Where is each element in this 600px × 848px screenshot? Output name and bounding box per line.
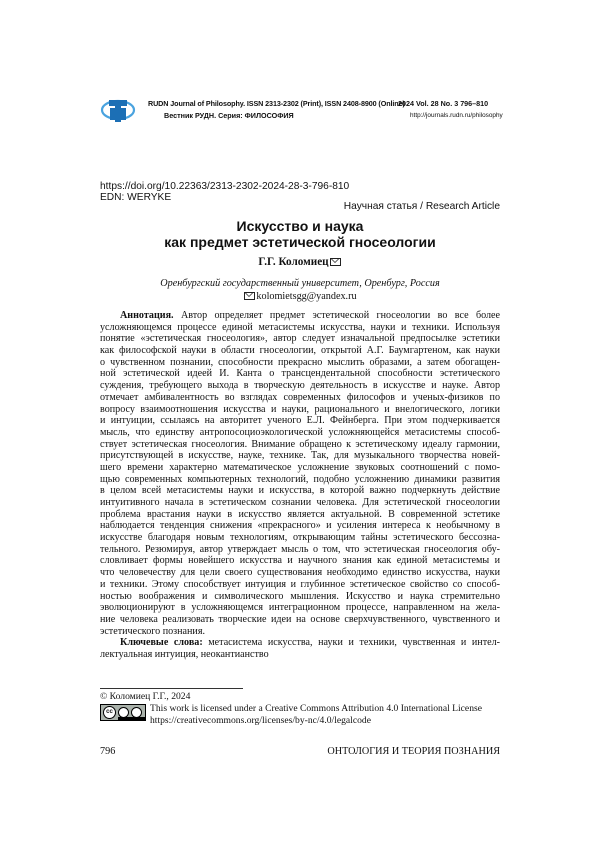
abstract-line: эволюционируют в усложняющемся интеграционном процессе, направленном на жела- xyxy=(100,602,500,614)
abstract-line: наблюдается тенденция снижения «прекрасного» и усиления интереса к необычному в xyxy=(100,520,500,532)
author-name: Г.Г. Коломиец xyxy=(258,256,329,268)
envelope-icon xyxy=(330,258,341,266)
copyright: © Коломиец Г.Г., 2024 xyxy=(100,691,191,702)
email-address[interactable]: kolomietsgg@yandex.ru xyxy=(256,291,357,302)
cc-icon: cc xyxy=(103,706,116,719)
abstract-line: понятие «эстетическая гносеология», автор следует изначальной предпосылке эстетики xyxy=(100,333,500,345)
abstract-line: отмечает амбивалентность во взглядах современных философов и ученых-физиков по xyxy=(100,391,500,403)
abstract-line: тельного. Резюмируя, автор утверждает мысль о том, что эстетическая гносеология обу- xyxy=(100,543,500,555)
abstract-line: ние человека реализовать творческие идеи на основе сверхчувственного, чувственного и xyxy=(100,613,500,625)
article-title-line2: как предмет эстетической гносеологии xyxy=(164,234,436,250)
abstract-line: о чувственном познании, способности прекрасно мыслить образами, а затем обогащен- xyxy=(100,356,500,368)
abstract-line: ностью воображения и символического мышления. Искусство и наука стремительно xyxy=(100,590,500,602)
doi-link[interactable]: https://doi.org/10.22363/2313-2302-2024-28-3-796-810 xyxy=(100,181,350,192)
abstract-line: суждения, требующего выхода в творческую деятельность в искусстве и науке. Автор xyxy=(100,380,500,392)
license-text: This work is licensed under a Creative Commons Attribution 4.0 International License xyxy=(150,703,482,714)
abstract xyxy=(100,310,500,661)
abstract-line: как философской науки в области гносеологии, открытой А.Г. Баумгартеном, как науки xyxy=(100,345,500,357)
abstract-label: Аннотация. xyxy=(120,310,174,321)
journal-series: Вестник РУДН. Серия: ФИЛОСОФИЯ xyxy=(164,111,294,120)
edn: EDN: WERYKE xyxy=(100,192,172,203)
keywords-label: Ключевые слова: xyxy=(120,637,203,649)
page-number: 796 xyxy=(100,746,116,757)
abstract-line: ствует эстетическая гносеология. Внимание обращено к эстетическому идеалу гармонии, xyxy=(100,438,500,450)
rudn-logo-icon xyxy=(100,94,136,126)
article-type: Научная статья / Research Article xyxy=(343,201,500,212)
author-line xyxy=(100,256,500,268)
abstract-line: и техники. Этому способствует интуиция и глубинное эстетическое свойство со способ- xyxy=(100,578,500,590)
abstract-line: усложняющемся процессе единой метасистемы искусства, науки и техники. Используя xyxy=(100,321,500,333)
abstract-line: что человечеству для цели своего существования необходимо единство искусства, науки xyxy=(100,567,500,579)
envelope-icon xyxy=(244,292,255,300)
abstract-line: и интуиции, ссылаясь на авторитет ученого Е.Л. Фейнберга. При этом подчеркивается xyxy=(100,415,500,427)
abstract-line: интуитивного начала в эстетическом сознании человека. Для эстетической гносеологии xyxy=(100,497,500,508)
keywords-line: лектуальная интуиция, неокантианство xyxy=(100,648,269,660)
keywords-line: Ключевые слова: метасистема искусства, науки и техники, чувственная и интел- xyxy=(120,637,500,649)
abstract-line: искусстве благодаря новым технологиям, открывающим тайны эстетического бессозна- xyxy=(100,532,500,544)
abstract-line: ной эстетической идеей И. Канта о трансцендентальной способности эстетического xyxy=(100,368,500,380)
abstract-line: присутствующей в искусстве, науке, технике. Так, для музыкального творчества новей- xyxy=(100,450,500,462)
footnote-divider xyxy=(100,688,243,689)
journal-url[interactable]: http://journals.rudn.ru/philosophy xyxy=(410,112,503,119)
email-line xyxy=(100,291,500,302)
abstract-line: Аннотация. Автор определяет предмет эстетической гносеологии во все более xyxy=(120,310,500,321)
cc-by-nc-license-icon[interactable] xyxy=(100,704,146,721)
license-strip xyxy=(118,717,146,720)
affiliation: Оренбургский государственный университет, Оренбург, Россия xyxy=(160,278,440,289)
abstract-line: щью современных компьютерных технологий, подобно усложнению динамики развития xyxy=(100,473,500,485)
abstract-line: в целом всей метасистемы науки и искусства, в которой важно подчеркнуть действие xyxy=(100,485,500,497)
abstract-line: словливает формы новейшего искусства и научного знания как единой метасистемы и xyxy=(100,555,500,567)
abstract-line: эстетического познания. xyxy=(100,625,205,637)
abstract-line: шего времени характерно математическое усложнение звуковых соотношений с помо- xyxy=(100,461,500,473)
abstract-line: вопросу взаимоотношения искусства и науки, рационального и внелогического, логики xyxy=(100,403,500,415)
license-url[interactable]: https://creativecommons.org/licenses/by-nc/4.0/legalcode xyxy=(150,715,371,726)
issue-info: 2024 Vol. 28 No. 3 796–810 xyxy=(398,99,489,108)
section-title: ОНТОЛОГИЯ И ТЕОРИЯ ПОЗНАНИЯ xyxy=(327,746,500,757)
abstract-line: мысль, что единству антропосоциоэкологической усложняющейся метасистемы способ- xyxy=(100,426,500,438)
abstract-line: проблема врастания науки в искусство является актуальной. В современной эстетике xyxy=(100,508,500,520)
article-title-line1: Искусство и наука xyxy=(236,218,364,234)
journal-name: RUDN Journal of Philosophy. ISSN 2313-2302 (Print), ISSN 2408-8900 (Online) xyxy=(148,99,405,108)
